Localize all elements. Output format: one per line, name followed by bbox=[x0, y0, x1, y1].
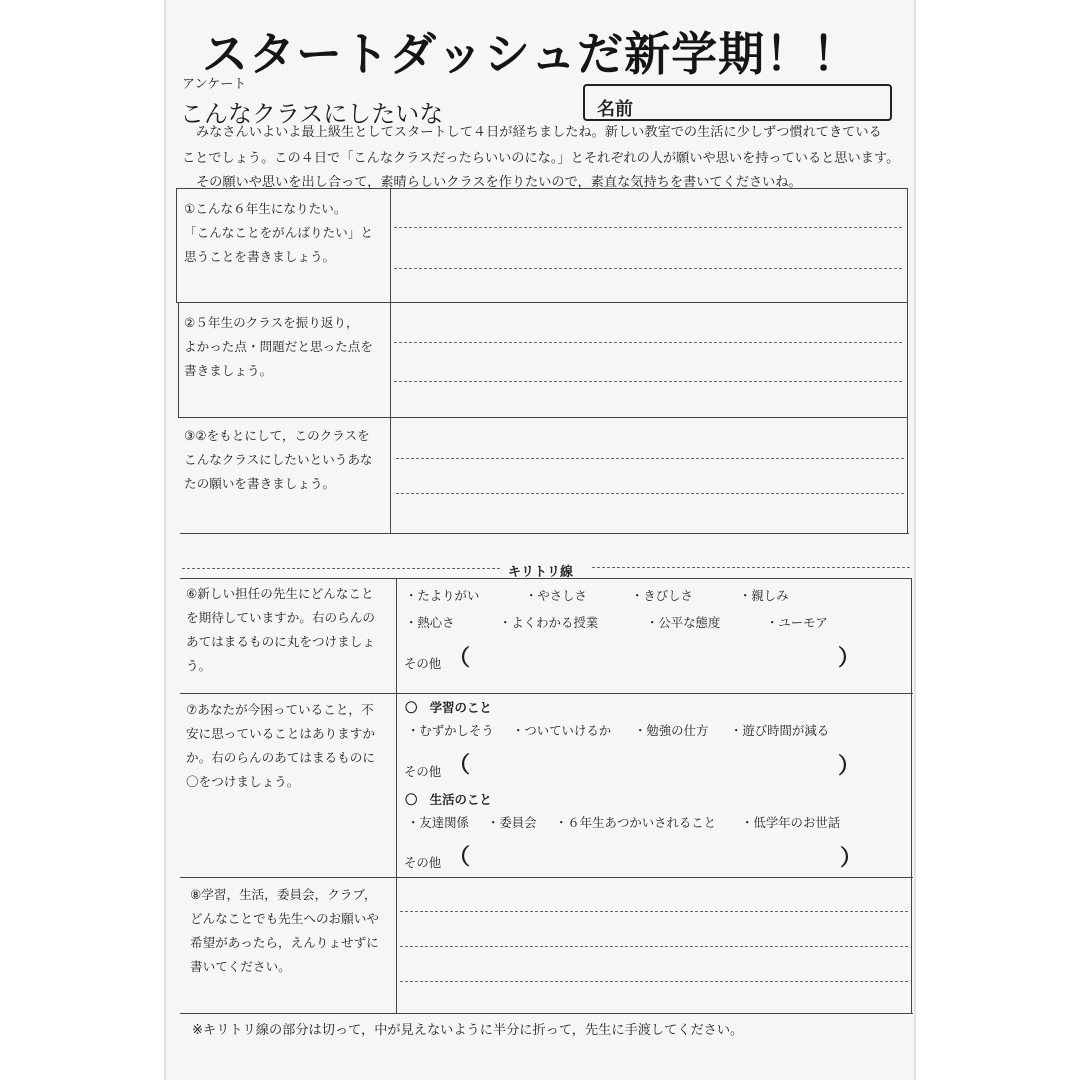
answer-line bbox=[400, 946, 908, 947]
cut-line-left bbox=[182, 568, 500, 569]
answer-line bbox=[396, 493, 904, 494]
section-study-heading: 〇 学習のこと bbox=[405, 700, 492, 715]
option-friendliness[interactable]: ・親しみ bbox=[739, 588, 789, 603]
question-7: ⑦あなたが今困っていること，不 安に思っていることはありますか か。右のらんのあてはまるものに 〇をつけましょう。 bbox=[186, 702, 375, 789]
name-label: 名前 bbox=[597, 99, 633, 120]
option-humor[interactable]: ・ユーモア bbox=[766, 615, 828, 630]
table-border bbox=[180, 877, 913, 878]
answer-line bbox=[394, 342, 902, 343]
table-border bbox=[911, 578, 912, 1013]
paren-close: ） bbox=[840, 846, 863, 871]
paren-open: （ bbox=[448, 753, 471, 778]
cut-line-label: キリトリ線 bbox=[508, 565, 574, 580]
option-study-method[interactable]: ・勉強の仕方 bbox=[634, 723, 709, 738]
option-kindness[interactable]: ・やさしさ bbox=[525, 588, 587, 603]
paren-open: （ bbox=[448, 646, 471, 671]
table-border bbox=[176, 302, 907, 303]
paren-close: ） bbox=[838, 754, 861, 779]
answer-line bbox=[394, 227, 902, 228]
option-enthusiasm[interactable]: ・熱心さ bbox=[405, 615, 455, 630]
table-border bbox=[176, 188, 907, 189]
table-border bbox=[180, 1013, 913, 1014]
table-border bbox=[176, 188, 177, 302]
other-label: その他 bbox=[404, 855, 442, 870]
option-strictness[interactable]: ・きびしさ bbox=[631, 588, 693, 603]
ruby-annotation: アンケート bbox=[182, 77, 247, 92]
option-committee[interactable]: ・委員会 bbox=[487, 815, 537, 830]
question-6: ⑥新しい担任の先生にどんなこと を期待していますか。右のらんの あてはまるものに丸をつけましょ う。 bbox=[186, 586, 375, 673]
table-divider bbox=[390, 188, 391, 533]
option-clear-lessons[interactable]: ・よくわかる授業 bbox=[499, 615, 599, 630]
option-friendships[interactable]: ・友達関係 bbox=[407, 815, 469, 830]
option-treated-as-sixth-grader[interactable]: ・６年生あつかいされること bbox=[555, 815, 717, 830]
intro-line-2: ことでしょう。この４日で「こんなクラスだったらいいのにな。」とそれぞれの人が願いや思いを持っていると思います。 bbox=[182, 151, 900, 166]
question-1: ①こんな６年生になりたい。 「こんなことをがんばりたい」と 思うことを書きましょう。 bbox=[184, 201, 373, 264]
survey-subtitle: こんなクラスにしたいな bbox=[180, 100, 444, 128]
question-3: ③②をもとにして，このクラスを こんなクラスにしたいというあな たの願いを書きましょう。 bbox=[184, 428, 373, 491]
question-2: ②５年生のクラスを振り返り， よかった点・問題だと思った点を 書きましょう。 bbox=[184, 315, 373, 378]
other-label: その他 bbox=[404, 656, 442, 671]
paren-open: （ bbox=[448, 845, 471, 870]
footer-note: ※キリトリ線の部分は切って，中が見えないように半分に折って，先生に手渡してください。 bbox=[192, 1023, 744, 1038]
option-reliability[interactable]: ・たよりがい bbox=[405, 588, 480, 603]
answer-line bbox=[394, 381, 902, 382]
option-difficult[interactable]: ・むずかしそう bbox=[407, 723, 494, 738]
paren-close: ） bbox=[838, 646, 861, 671]
answer-line bbox=[396, 458, 904, 459]
table-border bbox=[180, 693, 913, 694]
question-8: ⑧学習，生活，委員会，クラブ， どんなことでも先生へのお願いや 希望があったら，えんりょせずに 書いてください。 bbox=[190, 887, 379, 974]
option-less-playtime[interactable]: ・遊び時間が減る bbox=[730, 723, 830, 738]
option-fairness[interactable]: ・公平な態度 bbox=[646, 615, 721, 630]
answer-line bbox=[394, 268, 902, 269]
page-title: スタートダッシュだ新学期！！ bbox=[202, 27, 860, 81]
table-border bbox=[907, 188, 908, 533]
other-label: その他 bbox=[404, 764, 442, 779]
table-divider bbox=[396, 578, 397, 1013]
answer-line bbox=[400, 911, 908, 912]
table-border bbox=[180, 578, 911, 579]
section-life-heading: 〇 生活のこと bbox=[405, 792, 492, 807]
intro-line-1: みなさんいよいよ最上級生としてスタートして４日が経ちましたね。新しい教室での生活に少しずつ慣れてきている bbox=[196, 125, 882, 140]
option-caring-younger[interactable]: ・低学年のお世話 bbox=[741, 815, 841, 830]
cut-line-right bbox=[592, 567, 910, 568]
intro-line-3: その願いや思いを出し合って，素晴らしいクラスを作りたいので，素直な気持ちを書いてくださいね。 bbox=[196, 175, 802, 190]
answer-line bbox=[400, 981, 908, 982]
table-border bbox=[180, 533, 909, 534]
table-border bbox=[178, 302, 179, 417]
table-border bbox=[178, 417, 908, 418]
option-keep-up[interactable]: ・ついていけるか bbox=[512, 723, 612, 738]
